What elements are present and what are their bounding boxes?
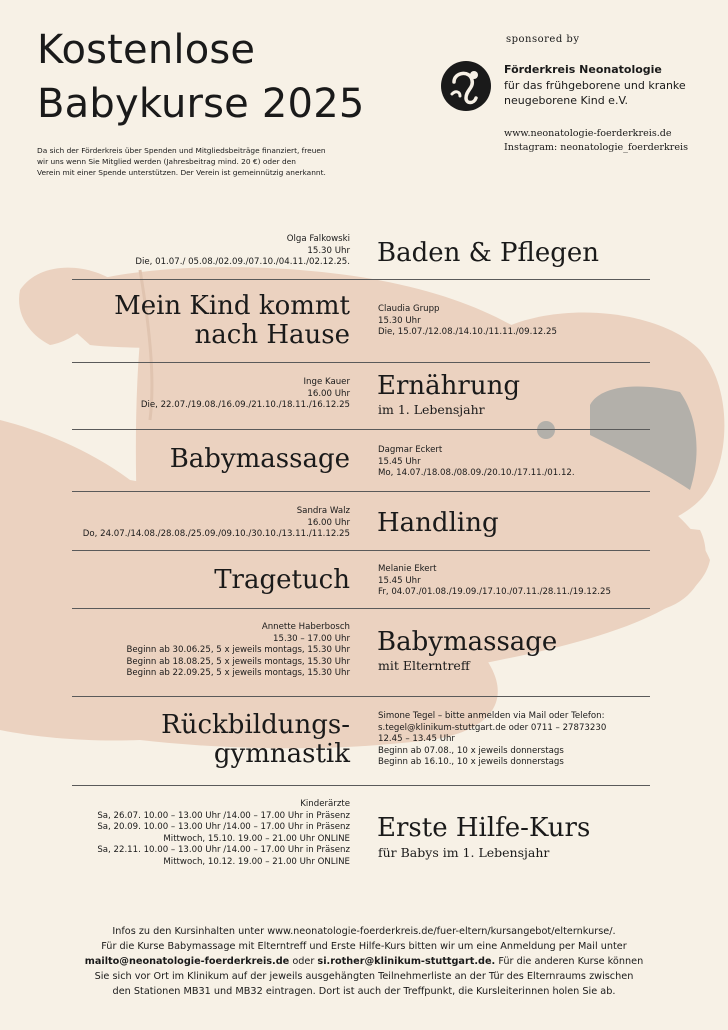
divider — [72, 279, 650, 280]
course-rueckbildung-title-line1: Rückbildungs- — [161, 710, 350, 740]
divider — [72, 362, 650, 363]
course-tragetuch-title: Tragetuch — [214, 565, 350, 595]
course-nachhause-info: Claudia Grupp 15.30 Uhr Die, 15.07./12.08./14.10./11.11./09.12.25 — [378, 304, 557, 338]
course-nachhause-title-line2: nach Hause — [194, 320, 350, 350]
course-babymassage-title: Babymassage — [169, 444, 350, 474]
rueckbildung-contact[interactable]: s.tegel@klinikum-stuttgart.de oder 0711 – 27873230 — [378, 722, 607, 733]
course-ernaehrung-subtitle: im 1. Lebensjahr — [378, 402, 485, 417]
course-nachhause-title-line1: Mein Kind kommt — [114, 291, 350, 321]
divider — [72, 696, 650, 697]
course-erstehilfe-subtitle: für Babys im 1. Lebensjahr — [378, 845, 550, 860]
course-rueckbildung-title-line2: gymnastik — [213, 739, 350, 769]
divider — [72, 550, 650, 551]
course-handling-title: Handling — [377, 508, 499, 538]
intro-text: Da sich der Förderkreis über Spenden und Mitgliedsbeiträge finanziert, freuen wir uns wenn Sie Mitglied werden (Jahresbeitrag mind. 20 €) oder den Verein mit einer Spende unterstützen. Der Verein ist gemeinnützig anerkannt. — [37, 146, 326, 177]
course-baden-title: Baden & Pflegen — [377, 238, 600, 268]
course-elterntreff-subtitle: mit Elterntreff — [378, 658, 470, 673]
divider — [72, 785, 650, 786]
course-handling-info: Sandra Walz 16.00 Uhr Do, 24.07./14.08./28.08./25.09./09.10./30.10./13.11./11.12.25 — [82, 506, 350, 540]
divider — [72, 608, 650, 609]
contact-links — [504, 127, 688, 155]
course-elterntreff-info: Annette Haberbosch 15.30 – 17.00 Uhr Beginn ab 30.06.25, 5 x jeweils montags, 15.30 Uhr Beginn ab 18.08.25, 5 x jeweils montags, 15.30 Uhr Beginn ab 22.09.25, 5 x jeweils montags, 15.30 Uhr — [126, 622, 350, 679]
instagram-handle[interactable]: Instagram: neonatologie_foerderkreis — [504, 142, 689, 153]
course-ernaehrung-title: Ernährung — [377, 371, 520, 401]
email-link-foerderkreis[interactable]: mailto@neonatologie-foerderkreis.de — [84, 956, 290, 967]
course-erstehilfe-info: Kinderärzte Sa, 26.07. 10.00 – 13.00 Uhr /14.00 – 17.00 Uhr in Präsenz Sa, 20.09. 10.00 – 13.00 Uhr /14.00 – 17.00 Uhr in Präsenz Mittwoch, 15.10. 19.00 – 21.00 Uhr ONLINE Sa, 22.11. 10.00 – 13.00 Uhr /14.00 – 17.00 Uhr in Präsenz Mittwoch, 10.12. 19.00 – 21.00 Uhr ONLINE — [97, 799, 350, 867]
course-babymassage-info: Dagmar Eckert 15.45 Uhr Mo, 14.07./18.08./08.09./20.10./17.11./01.12. — [378, 445, 575, 479]
footer-info: Infos zu den Kursinhalten unter www.neonatologie-foerderkreis.de/fuer-eltern/kursangebot/elternkurse/. Für die Kurse Babymassage mit Elterntreff und Erste Hilfe-Kurs bitten wir um eine Anmeldung per Mail unter mailto@neonatologie-foerderkreis.de oder si.rother@klinikum-stuttgart.de. Für die anderen Kurse können Sie sich vor Ort im Klinikum auf der jeweils ausgehängten Teilnehmerliste an der Tür des Elternraums zwischen den Stationen MB31 und MB32 eintragen. Dort ist auch der Treffpunkt, die Kursleiterinnen holen Sie ab. — [84, 926, 644, 997]
course-tragetuch-info: Melanie Ekert 15.45 Uhr Fr, 04.07./01.08./19.09./17.10./07.11./28.11./19.12.25 — [378, 564, 611, 598]
course-ernaehrung-info: Inge Kauer 16.00 Uhr Die, 22.07./19.08./16.09./21.10./18.11./16.12.25 — [140, 377, 350, 411]
divider — [72, 491, 650, 492]
course-rueckbildung-info: Simone Tegel – bitte anmelden via Mail oder Telefon: s.tegel@klinikum-stuttgart.de oder 0711 – 27873230 12.45 – 13.45 Uhr Beginn ab 07.08., 10 x jeweils donnerstags Beginn ab 16.10., 10 x jeweils donnerstags — [378, 711, 607, 768]
page-title-line1: Kostenlose — [37, 27, 256, 73]
course-erstehilfe-title: Erste Hilfe-Kurs — [377, 813, 591, 843]
email-link-klinikum[interactable]: si.rother@klinikum-stuttgart.de. — [317, 956, 496, 967]
page-title-line2: Babykurse 2025 — [37, 81, 365, 127]
org-info: Förderkreis Neonatologie für das frühgeborene und kranke neugeborene Kind e.V. — [504, 63, 686, 107]
divider — [72, 429, 650, 430]
sponsored-label: sponsored by — [506, 34, 580, 45]
foerderkreis-logo — [440, 60, 492, 112]
course-baden-info: Olga Falkowski 15.30 Uhr Die, 01.07./ 05.08./02.09./07.10./04.11./02.12.25. — [135, 234, 350, 268]
course-elterntreff-title: Babymassage — [377, 627, 558, 657]
website-link[interactable]: www.neonatologie-foerderkreis.de — [504, 128, 672, 139]
